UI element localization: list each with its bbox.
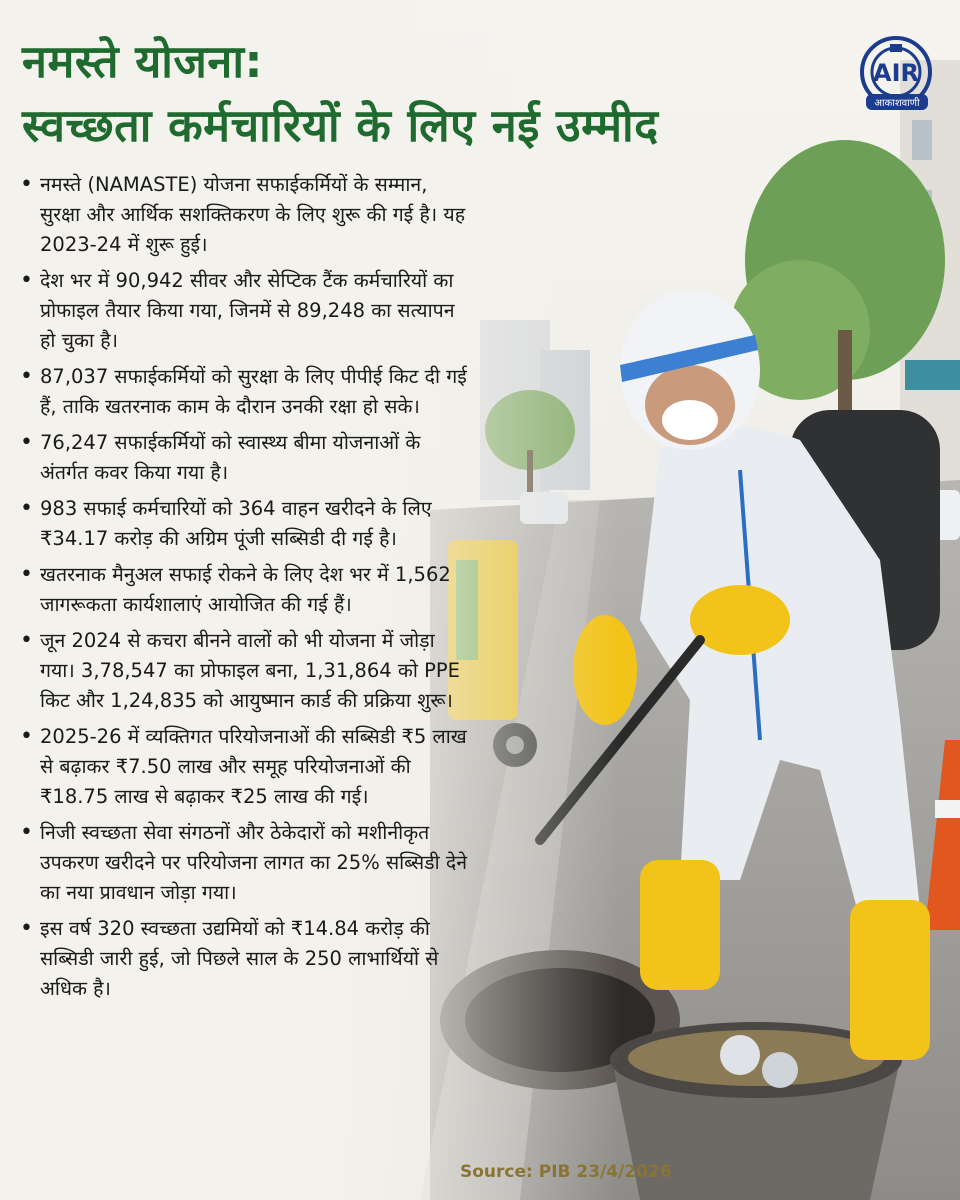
list-item: • देश भर में 90,942 सीवर और सेप्टिक टैंक कर्मचारियों का प्रोफाइल तैयार किया गया, जिनमें से 89,248 का सत्यापन हो चुका है।: [18, 266, 470, 356]
list-item: • 76,247 सफाईकर्मियों को स्वास्थ्य बीमा योजनाओं के अंतर्गत कवर किया गया है।: [18, 428, 470, 488]
page-title: [22, 30, 659, 158]
list-item: • इस वर्ष 320 स्वच्छता उद्यमियों को ₹14.84 करोड़ की सब्सिडी जारी हुई, जो पिछले साल के 250 लाभार्थियों से अधिक है।: [18, 914, 470, 1004]
title-line-1: नमस्ते योजना:: [22, 35, 263, 88]
bullet-list: [18, 170, 470, 1010]
list-item: • 2025-26 में व्यक्तिगत परियोजनाओं की सब्सिडी ₹5 लाख से बढ़ाकर ₹7.50 लाख और समूह परियोजनाओं की ₹18.75 लाख से बढ़ाकर ₹25 लाख की गई।: [18, 722, 470, 812]
list-item: • 983 सफाई कर्मचारियों को 364 वाहन खरीदने के लिए ₹34.17 करोड़ की अग्रिम पूंजी सब्सिडी दी गई है।: [18, 494, 470, 554]
list-item: • नमस्ते (NAMASTE) योजना सफाईकर्मियों के सम्मान, सुरक्षा और आर्थिक सशक्तिकरण के लिए शुरू की गई है। यह 2023-24 में शुरू हुई।: [18, 170, 470, 260]
svg-text:AIR: AIR: [873, 59, 919, 87]
list-item: • 87,037 सफाईकर्मियों को सुरक्षा के लिए पीपीई किट दी गई हैं, ताकि खतरनाक काम के दौरान उनकी रक्षा हो सके।: [18, 362, 470, 422]
source-credit: Source: PIB 23/4/2026: [460, 1162, 672, 1182]
list-item: • खतरनाक मैनुअल सफाई रोकने के लिए देश भर में 1,562 जागरूकता कार्यशालाएं आयोजित की गई हैं।: [18, 560, 470, 620]
title-line-2: स्वच्छता कर्मचारियों के लिए नई उम्मीद: [22, 99, 659, 152]
logo-label: आकाशवाणी: [866, 94, 928, 110]
list-item: • जून 2024 से कचरा बीनने वालों को भी योजना में जोड़ा गया। 3,78,547 का प्रोफाइल बना, 1,31,864 को PPE किट और 1,24,835 को आयुष्मान कार्ड की प्रक्रिया शुरू।: [18, 626, 470, 716]
list-item: • निजी स्वच्छता सेवा संगठनों और ठेकेदारों को मशीनीकृत उपकरण खरीदने पर परियोजना लागत का 25% सब्सिडी देने का नया प्रावधान जोड़ा गया।: [18, 818, 470, 908]
